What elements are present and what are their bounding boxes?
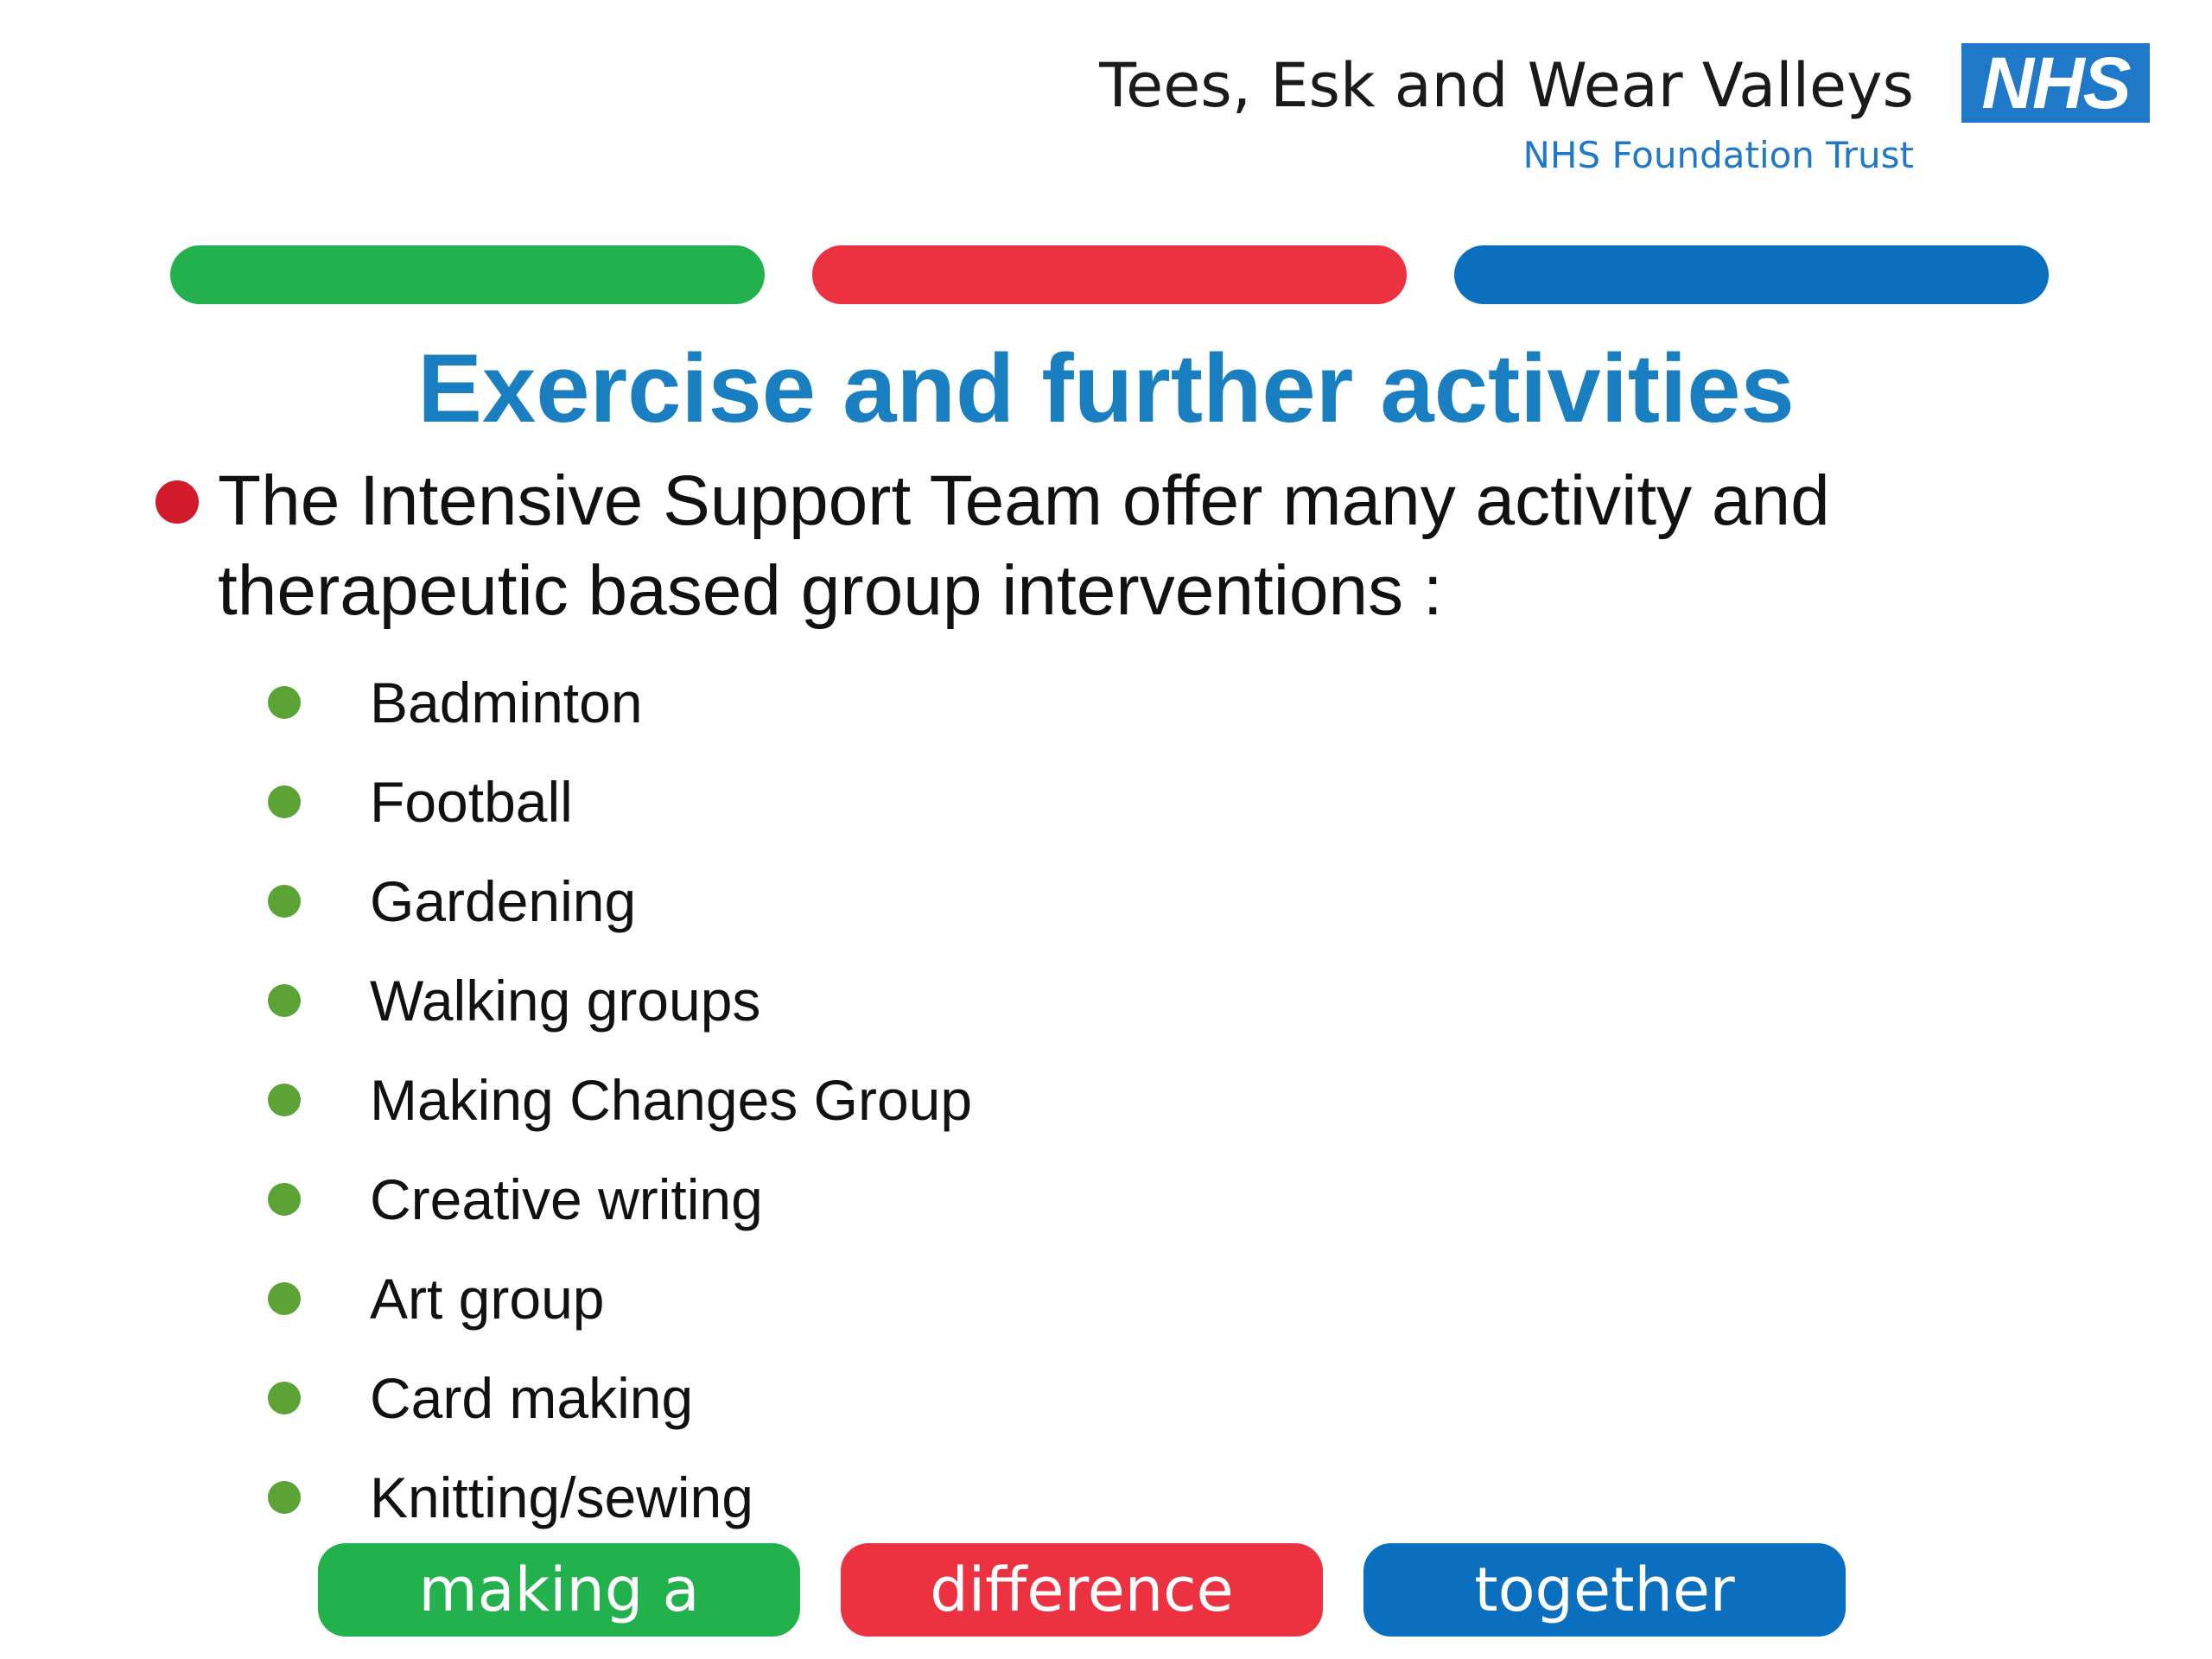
list-item [268,1359,972,1459]
bullet-dot [268,1282,301,1315]
list-item [268,862,972,962]
footer-pill-making-a: making a [318,1543,800,1637]
bullet-dot [268,686,301,719]
bullet-dot [268,1084,301,1116]
trust-subtitle: NHS Foundation Trust [1522,134,1914,176]
bullet-dot [268,1481,301,1514]
green-stripe [170,245,765,304]
list-item-label: Art group [370,1267,605,1331]
blue-stripe [1454,245,2049,304]
bullet-dot [268,885,301,918]
bullet-dot [268,785,301,818]
list-item [268,1160,972,1260]
list-item [268,664,972,763]
list-item-label: Knitting/sewing [370,1465,753,1529]
list-item-label: Walking groups [370,969,761,1033]
list-item-label: Making Changes Group [370,1068,973,1132]
main-bullet-text: The Intensive Support Team offer many activity and therapeutic based group interventions : [218,461,1830,630]
slide-title: Exercise and further activities [417,334,1795,442]
list-item-label: Football [370,770,573,834]
footer-pill-difference: difference [841,1543,1323,1637]
list-item [268,962,972,1061]
list-item-label: Card making [370,1366,694,1430]
red-stripe [812,245,1407,304]
activity-list [268,664,972,1558]
footer-pill-together: together [1363,1543,1846,1637]
nhs-logo [1961,43,2150,123]
nhs-logo-text: NHS [1981,42,2130,124]
list-item-label: Creative writing [370,1167,763,1231]
list-item [268,1260,972,1359]
bullet-dot [268,1382,301,1414]
bullet-dot [268,1183,301,1216]
list-item-label: Gardening [370,869,637,933]
list-item-label: Badminton [370,671,643,734]
main-bullet-dot [156,480,199,524]
bullet-dot [268,984,301,1017]
list-item [268,1061,972,1160]
list-item [268,763,972,862]
trust-name: Tees, Esk and Wear Valleys [1099,50,1914,121]
